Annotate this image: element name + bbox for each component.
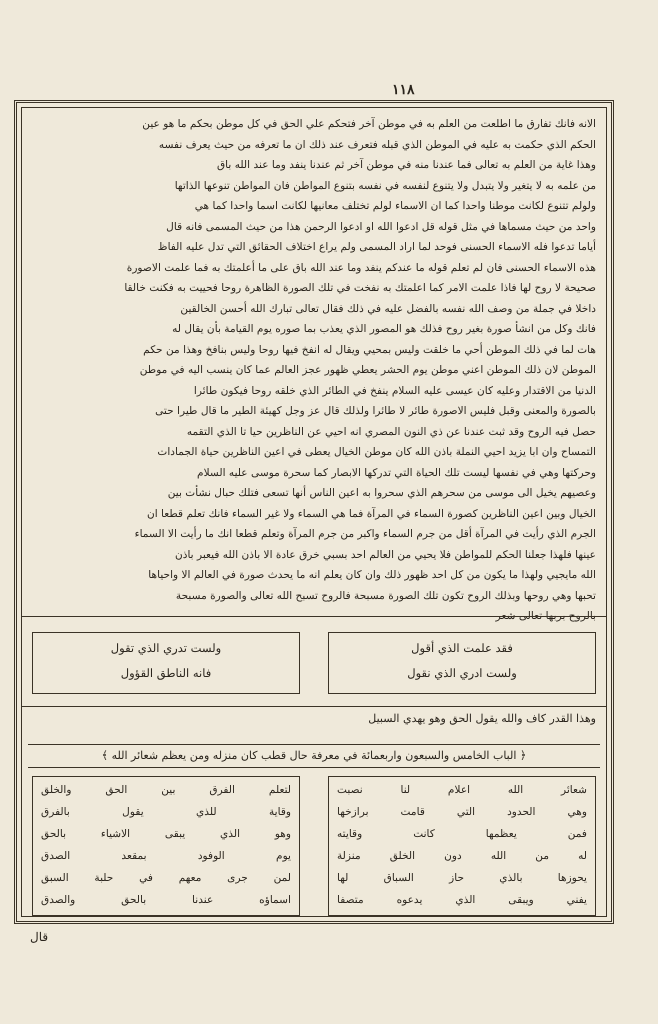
- poem-hemistich-left: [32, 632, 300, 694]
- text-line: هذه الاسماء الحسنى فان لم تعلم قوله ما عندكم ينفد وما عند الله باق على ما أعلمتك به فما علمت الاصورة: [126, 261, 596, 274]
- text-line: واحد من حيث مسماها في مثل قوله قل ادعوا الله او ادعوا الرحمن هذا من حيث المسمى فانه قال: [166, 220, 596, 233]
- text-line: بالصورة والمعنى وقبل فليس الاصورة طائر لا طائرا ولذلك قال عز وجل كهيئة الطير ما قال طيرا حتى: [155, 405, 596, 417]
- poem-column-right: [328, 776, 596, 916]
- text-line: الحكم الذي حكمت به عليه في الموطن الذي قبله فتعرف عند ذلك ان ما تعرفه من حيث يعرف نفسه: [158, 138, 596, 151]
- text-line: أياما تدعوا فله الاسماء الحسنى فوحد لما اراد المسمى ولم يراع اختلاف الحقائق التي تدل عليه الفاظ: [157, 241, 596, 253]
- text-line: الخيال وبين اعين الناظرين كصورة السماء في المرآة فما هي السماء ولا غير السماء فانك تعلم قطعا ان: [146, 507, 596, 520]
- verse-line: وقاية للذي يقول بالفرق: [41, 806, 291, 818]
- text-line: وهذا غاية من العلم به تعالى فما عندنا منه في موطن آخر ثم عندنا ينفد وما عند الله باق: [216, 159, 596, 171]
- closing-line: وهذا القدر كاف والله يقول الحق وهو يهدي السبيل: [368, 712, 596, 725]
- verse-line: لمن جرى معهم في حلبة السبق: [41, 872, 291, 884]
- text-line: الله مايجيي ولهذا ما يكون من كل احد ظهور ذلك وان كان يعلم انه ما يحدث صورة في العالم الا واحياها: [148, 569, 596, 581]
- text-line: الانه فانك تفارق ما اطلعت من العلم به في موطن آخر فتحكم علي الحق في كل موطن بحكم ما هو عين: [142, 118, 596, 130]
- page-number: ١١٨: [392, 82, 415, 98]
- text-line: الدنيا من الاقتدار وعليه كان عيسى عليه السلام ينفخ في الطائر الذي خلقه روحا فيكون طائرا: [193, 384, 596, 397]
- text-line: من علمه به لا يتغير ولا يتبدل ولا يتنوع لنفسه في نفسه بتنوع المواطن فان المواطن تنوعها الذاتها: [174, 179, 596, 192]
- verse-line: فقد علمت الذي أقول: [411, 641, 513, 655]
- verse-line: يفني ويبقى الذي يدعوه متصفا: [337, 894, 587, 906]
- text-line: التمساح وان ابا يزيد احيي النملة باذن الله كان موطن الخيال يعطى في اعين الناظرين حياة الجمادات: [157, 446, 596, 458]
- divider: [22, 616, 606, 617]
- verse-line: شعائر الله اعلام لنا نصبت: [337, 784, 587, 796]
- text-line: تحبها وهي روحها وبذلك الروح تكون تلك الصورة مسبحة فالروح تسبح الله تعالى والصورة مسبحة: [175, 589, 596, 602]
- verse-line: ولست ادري الذي نقول: [407, 666, 517, 680]
- text-line: فانك وكل من انشأ صورة بغير روح فذلك هو المصور الذي يعذب بما صوره يوم القيامة بأن يقال له: [172, 323, 596, 335]
- poem-column-left: [32, 776, 300, 916]
- verse-line: اسماؤه عندنا بالحق والصدق: [41, 894, 291, 906]
- verse-line: فانه الناطق القؤول: [120, 666, 212, 680]
- verse-line: له من الله دون الخلق منزلة: [337, 850, 587, 862]
- text-line: حصل فيه الروح وقد ثبت عندنا عن ذي النون المصري انه احيي عن الناظرين حيا تا الذي التقمه: [186, 425, 596, 438]
- page-frame: [14, 100, 614, 924]
- text-line: هات لما في ذلك الموطن أحي ما خلقت وليس بمحيي ويقال له انفخ فيها روحا وليس بنافخ وهذا من حكم: [143, 343, 596, 356]
- catchword: قال: [30, 930, 49, 944]
- verse-line: لتعلم الفرق بين الحق والخلق: [41, 784, 291, 796]
- text-line: بالروح بربها تعالى شعر: [495, 610, 596, 622]
- verse-line: يوم الوفود بمقعد الصدق: [41, 850, 291, 862]
- text-line: وحركتها وهي في نفسها ليست تلك الحياة التي تدركها الابصار كما سحرة موسى عليه السلام: [197, 466, 596, 479]
- text-line: عينها فلهذا جعلنا الحكم للمواطن فلا يحيي من العالم احد بسبي خرق عادة الا باذن الله فيعبر باذن: [174, 548, 596, 561]
- verse-line: وهي الحدود التي قامت برازخها: [337, 806, 587, 818]
- verse-line: يحوزها بالذي حاز السباق لها: [337, 872, 587, 884]
- page-frame-inner: [21, 107, 607, 917]
- verse-line: ولست تدري الذي تقول: [110, 641, 222, 655]
- verse-line: فمن يعظمها كانت وقايته: [337, 828, 587, 840]
- poem-block-first: [22, 624, 606, 702]
- text-line: ولولم تتنوع لكانت موطنا واحدا كما ان الاسماء لولم تختلف معانيها لكانت اسما واحدا كما هي: [194, 200, 596, 212]
- text-line: صحيحة لا روح لها فاذا علمت الامر كما اعلمتك به نفخت في تلك الصورة الظاهرة روحا فحييت به فكنت خالقا: [124, 282, 596, 294]
- divider: [22, 706, 606, 707]
- verse-line: وهو الذي يبقى الاشياء بالحق: [41, 828, 291, 840]
- main-text-block: [32, 114, 596, 622]
- poem-block-second: [22, 776, 606, 916]
- text-line: وعصيهم يخيل الى موسى من سحرهم الذي سحروا به اعين الناس أنها تسعى فتلك حبال نشأت بين: [167, 487, 596, 499]
- poem-hemistich-right: [328, 632, 596, 694]
- text-line: داخلا في جملة من وصف الله نفسه بالفضل عليه في ذلك فقال تعالى تبارك الله أحسن الخالقين: [180, 302, 596, 315]
- text-line: الموطن لان ذلك الموطن اعني موطن يوم الحشر يعطي ظهور عجز العالم عما كان ينسب اليه في موطن: [139, 364, 596, 376]
- text-line: الجرم الذي رأيت في المرآة أقل من جرم السماء واكبر من جرم المرآة وتعلم قطعا انك ما رأيت الا السماء: [134, 528, 596, 540]
- chapter-heading: ﴿ الباب الخامس والسبعون واربعمائة في معرفة حال قطب كان منزله ومن يعظم شعائر الله ﴾: [28, 744, 600, 768]
